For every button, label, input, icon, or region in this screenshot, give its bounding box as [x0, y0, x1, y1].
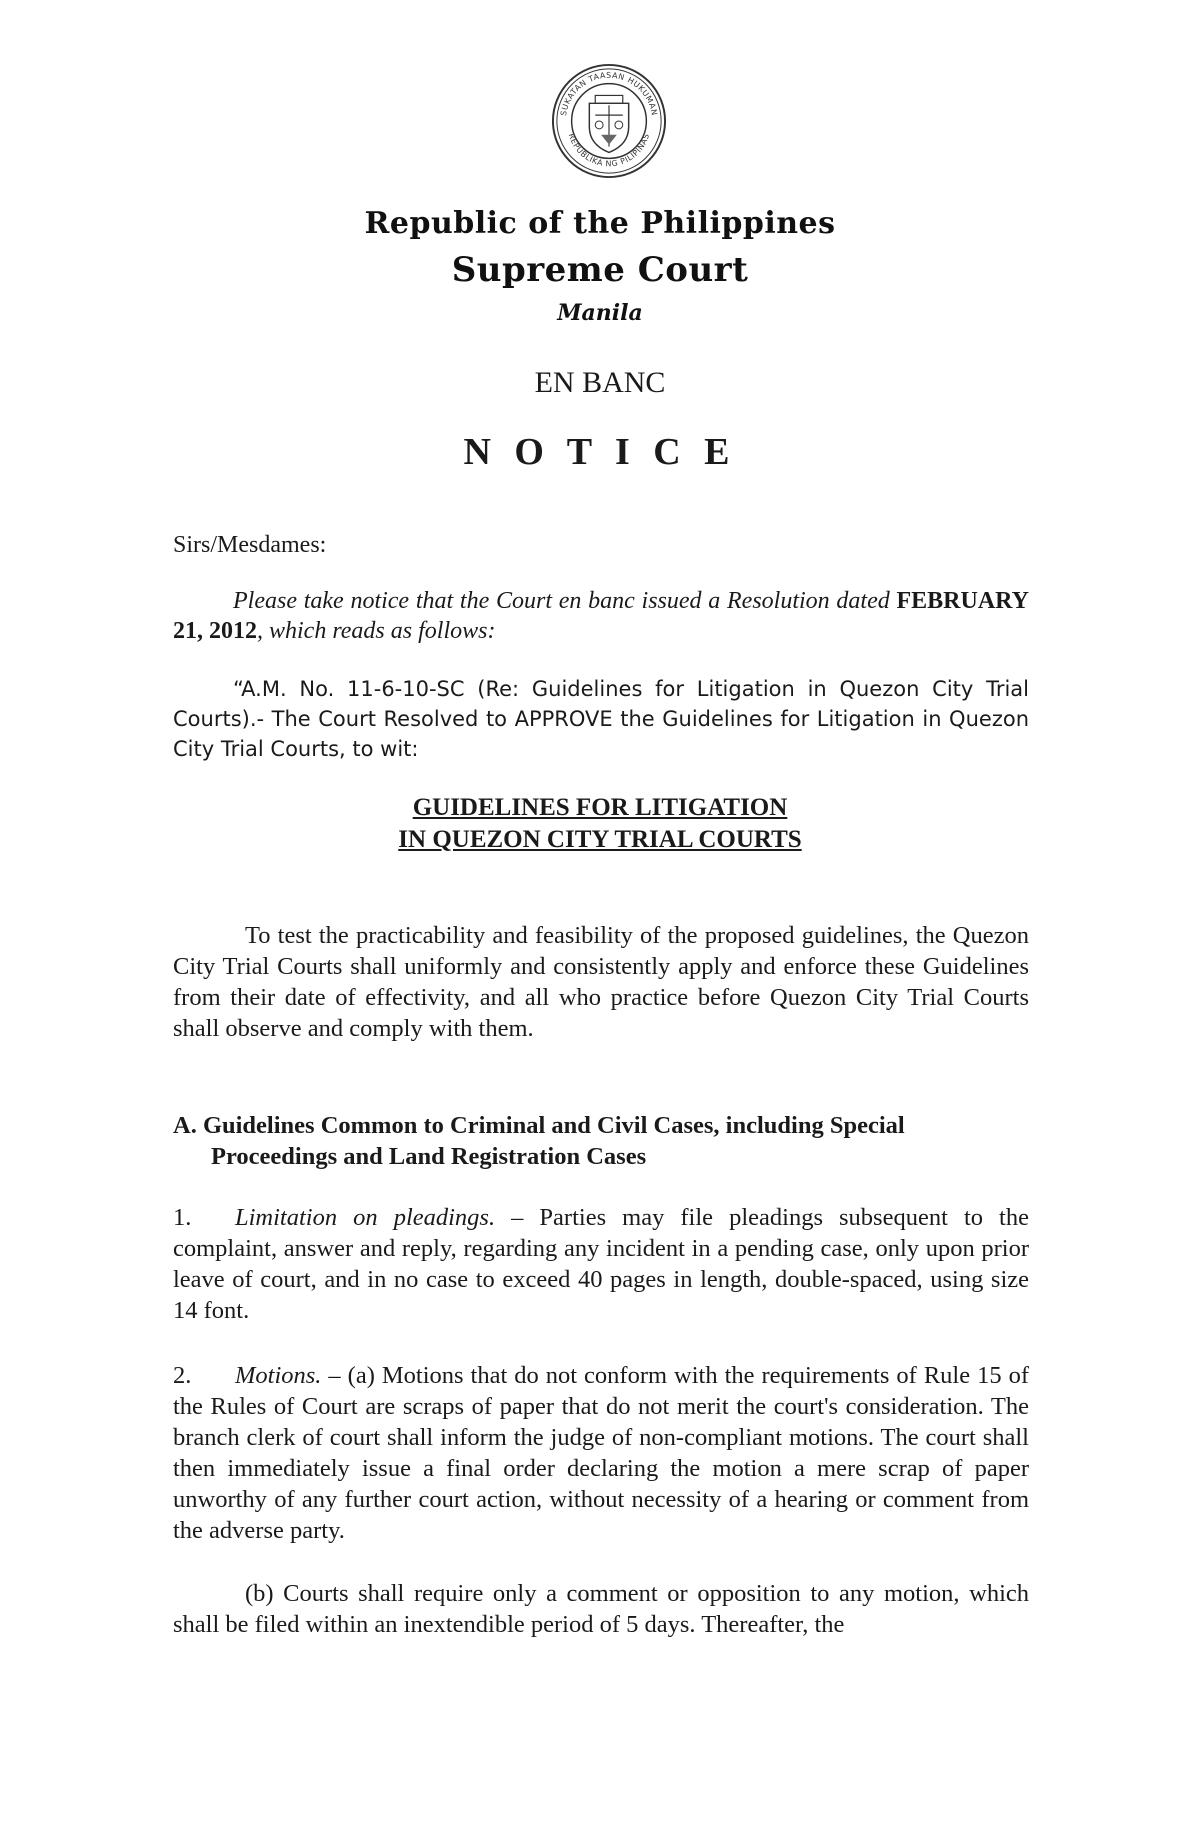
intro-tail: , which reads as follows: — [257, 618, 496, 644]
en-banc-label: EN BANC — [534, 366, 666, 399]
republic-heading: Republic of the Philippines — [364, 206, 836, 241]
item-2b-paragraph: (b) Courts shall require only a comment or opposition to any motion, which shall be filed within an inextendible period of 5 days. Thereafter, the — [173, 1580, 1029, 1638]
supreme-court-heading: Supreme Court — [451, 250, 749, 290]
intro-paragraph — [173, 586, 1029, 646]
item-1-text: – Parties may file pleadings subsequent to the complaint, answer and reply, regarding any incident in a pending case, only upon prior leave of court, and in no case to exceed 40 pages in length, double-spaced, using size 14 font. — [173, 1204, 1029, 1324]
item-1-number: 1. — [173, 1204, 192, 1231]
purpose-paragraph: To test the practicability and feasibility of the proposed guidelines, the Quezon City Trial Courts shall uniformly and consistently apply and enforce these Guidelines from their date of effectivity, and all who practice before Quezon City Trial Courts shall observe and comply with them. — [173, 922, 1029, 1042]
item-2-number: 2. — [173, 1362, 192, 1389]
section-a-line-2: Proceedings and Land Registration Cases — [211, 1143, 647, 1170]
svg-text:SUKATAN TAASAN HUKUMAN: SUKATAN TAASAN HUKUMAN — [559, 70, 659, 117]
section-a-heading — [173, 1110, 1033, 1172]
item-2-title: Motions. — [235, 1362, 322, 1389]
item-1-paragraph — [173, 1202, 1029, 1326]
section-a-line-1: A. Guidelines Common to Criminal and Civil Cases, including Special — [173, 1112, 905, 1139]
item-2-text: – (a) Motions that do not conform with the requirements of Rule 15 of the Rules of Court are scraps of paper that do not merit the court's consideration. The branch clerk of court shall inform the judge of non-compliant motions. The court shall then immediately issue a final order declaring the motion a mere scrap of paper unworthy of any further court action, without necessity of a hearing or comment from the adverse party. — [173, 1362, 1029, 1544]
item-1-title: Limitation on pleadings. — [235, 1204, 496, 1231]
salutation: Sirs/Mesdames: — [173, 532, 327, 558]
guidelines-title-line-2: IN QUEZON CITY TRIAL COURTS — [398, 826, 802, 853]
city-heading: Manila — [557, 300, 643, 326]
supreme-court-seal — [550, 62, 668, 180]
svg-text:REPUBLIKA NG PILIPINAS: REPUBLIKA NG PILIPINAS — [566, 132, 652, 169]
item-2-paragraph — [173, 1360, 1029, 1546]
intro-lead: Please take notice that the Court en banc issued a Resolution dated — [233, 588, 897, 614]
notice-title: N O T I C E — [463, 431, 737, 473]
resolution-paragraph: “A.M. No. 11-6-10-SC (Re: Guidelines for Litigation in Quezon City Trial Courts).- The Court Resolved to APPROVE the Guidelines for Litigation in Quezon City Trial Courts, to wit: — [173, 677, 1029, 761]
resolution-date: FEBRUARY 21, 2012 — [173, 588, 1029, 644]
guidelines-title-line-1: GUIDELINES FOR LITIGATION — [412, 794, 788, 821]
